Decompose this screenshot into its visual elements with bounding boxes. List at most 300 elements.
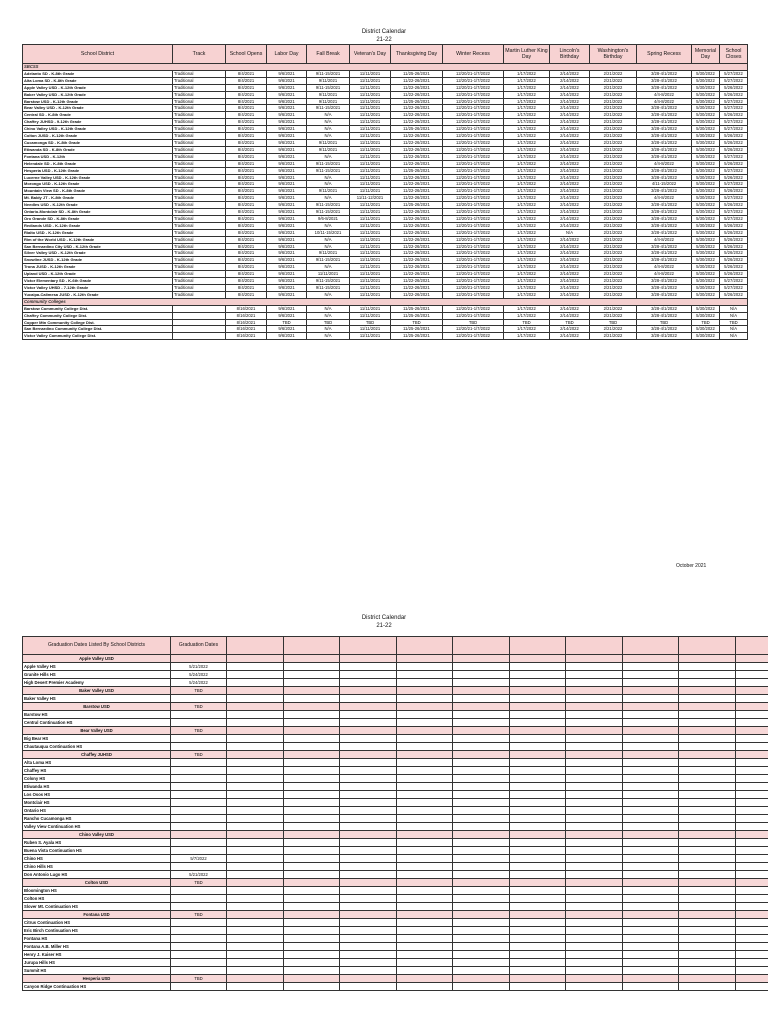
table-cell: 12/20/21-1/7/2022	[443, 84, 504, 91]
empty-cell	[340, 959, 397, 967]
school-row	[23, 855, 768, 863]
table-cell: 1/17/2022	[504, 291, 550, 298]
graduation-date	[171, 935, 227, 943]
empty-cell	[397, 671, 453, 679]
table-cell: 8/4/2021	[226, 84, 267, 91]
empty-cell	[453, 663, 510, 671]
empty-cell	[736, 711, 768, 719]
district-name: Barstow USD	[23, 703, 171, 711]
district-name: Central SD - K-8th Grade	[23, 112, 173, 119]
table-cell: 9/6/2021	[267, 250, 307, 257]
empty-cell	[340, 975, 397, 983]
empty-cell	[679, 679, 736, 687]
empty-cell	[736, 751, 768, 759]
section-header-sbcss	[23, 64, 748, 71]
table-cell: 12/20/21-1/7/2022	[443, 188, 504, 195]
table-cell: 1/17/2022	[504, 312, 550, 319]
column-header: Washington's Birthday	[590, 45, 637, 64]
empty-cell	[510, 703, 566, 711]
table-row	[23, 188, 748, 195]
table-cell: 9/6/2021	[267, 229, 307, 236]
empty-cell	[453, 839, 510, 847]
table-cell: 9/11-15/2021	[307, 167, 350, 174]
empty-cell	[340, 919, 397, 927]
table-cell: 11/11/2021	[350, 229, 391, 236]
table-cell: 2/21/2022	[590, 195, 637, 202]
table-cell: 2/14/2022	[550, 167, 590, 174]
school-name: Citrus Continuation HS	[23, 919, 171, 927]
table-cell: 2/21/2022	[590, 243, 637, 250]
empty-cell	[453, 711, 510, 719]
table-cell: 8/4/2021	[226, 153, 267, 160]
empty-cell	[566, 903, 623, 911]
table-cell: N/A	[720, 305, 748, 312]
table-cell: 9/11/2021	[307, 77, 350, 84]
empty-cell	[397, 943, 453, 951]
table-cell: 2/21/2022	[590, 133, 637, 140]
district-row	[23, 975, 768, 983]
table-cell: 12/20/21-1/7/2022	[443, 167, 504, 174]
table-cell: 2/14/2022	[550, 326, 590, 333]
empty-cell	[284, 823, 340, 831]
table-cell: 11/11/2021	[350, 160, 391, 167]
table-cell: TBD	[637, 319, 692, 326]
empty-cell	[284, 959, 340, 967]
empty-cell	[284, 679, 340, 687]
table-cell: 2/21/2022	[590, 291, 637, 298]
table-cell: N/A	[720, 333, 748, 340]
table-cell: 11/25-26/2021	[391, 202, 443, 209]
table-cell: 4/4-8/2022	[637, 236, 692, 243]
table-cell: Traditional	[173, 229, 226, 236]
table-cell: 12/20/21-1/7/2022	[443, 257, 504, 264]
table-cell: 11/11/2021	[350, 112, 391, 119]
table-cell: 9/6-8/2021	[307, 215, 350, 222]
district-name: Colton USD	[23, 879, 171, 887]
empty-cell	[397, 703, 453, 711]
empty-cell	[284, 911, 340, 919]
empty-cell	[227, 719, 284, 727]
district-name: Colton JUSD - K-12th Grade	[23, 133, 173, 140]
table-cell: 5/26/2022	[720, 160, 748, 167]
table-row	[23, 202, 748, 209]
empty-cell	[227, 863, 284, 871]
empty-cell	[623, 863, 679, 871]
table-cell: 2/21/2022	[590, 70, 637, 77]
empty-cell	[227, 791, 284, 799]
table-cell: 11/25-26/2021	[391, 98, 443, 105]
table-cell: 1/17/2022	[504, 333, 550, 340]
empty-cell	[679, 871, 736, 879]
empty-cell	[284, 759, 340, 767]
empty-cell	[340, 727, 397, 735]
empty-cell	[566, 799, 623, 807]
table-cell: 5/30/2022	[692, 133, 720, 140]
empty-cell	[679, 703, 736, 711]
empty-cell	[340, 871, 397, 879]
table-cell: 8/4/2021	[226, 126, 267, 133]
empty-cell	[340, 655, 397, 663]
table-cell: Traditional	[173, 126, 226, 133]
table-cell: TBD	[720, 319, 748, 326]
empty-cell	[227, 927, 284, 935]
empty-cell	[397, 807, 453, 815]
empty-cell	[453, 919, 510, 927]
table-cell: 4/4-8/2022	[637, 264, 692, 271]
empty-cell	[227, 839, 284, 847]
table-row	[23, 305, 748, 312]
empty-cell	[340, 743, 397, 751]
table-cell: 5/30/2022	[692, 202, 720, 209]
table-cell: 4/11-15/2022	[637, 181, 692, 188]
empty-cell	[623, 703, 679, 711]
empty-cell	[453, 687, 510, 695]
table-cell: 9/6/2021	[267, 77, 307, 84]
district-name: Chino Valley USD - K-12th Grade	[23, 126, 173, 133]
empty-cell	[284, 951, 340, 959]
page1-subtitle: 21-22	[376, 37, 392, 43]
empty-cell	[284, 935, 340, 943]
table-cell: 5/30/2022	[692, 291, 720, 298]
table-row	[23, 146, 748, 153]
empty-cell	[453, 895, 510, 903]
school-row	[23, 695, 768, 703]
table-cell: TBD	[590, 319, 637, 326]
column-header: Labor Day	[267, 45, 307, 64]
district-name: Chino Valley USD	[23, 831, 171, 839]
empty-cell	[679, 831, 736, 839]
empty-cell	[397, 935, 453, 943]
empty-cell	[623, 847, 679, 855]
district-name: Rialto USD - K-12th Grade	[23, 229, 173, 236]
table-cell: 2/21/2022	[590, 236, 637, 243]
empty-cell	[340, 839, 397, 847]
empty-cell	[284, 903, 340, 911]
page1-title: District Calendar	[361, 29, 407, 35]
table-row	[23, 77, 748, 84]
table-row	[23, 236, 748, 243]
empty-cell	[227, 767, 284, 775]
empty-cell	[679, 823, 736, 831]
table-cell: 2/14/2022	[550, 278, 590, 285]
empty-cell	[679, 935, 736, 943]
table-cell: 5/30/2022	[692, 188, 720, 195]
empty-cell	[510, 919, 566, 927]
empty-cell	[736, 943, 768, 951]
table-cell: 11/11/2021	[350, 209, 391, 216]
table-cell: 11/11/2021	[350, 285, 391, 292]
empty-cell	[736, 855, 768, 863]
table-cell: 9/6/2021	[267, 91, 307, 98]
table-cell: 12/20/21-1/7/2022	[443, 195, 504, 202]
table-cell: 11/25-26/2021	[391, 167, 443, 174]
school-name: Fontana A.B. Miller HS	[23, 943, 171, 951]
school-name: Don Antonio Lugo HS	[23, 871, 171, 879]
empty-cell	[623, 791, 679, 799]
table-cell: 5/26/2022	[720, 257, 748, 264]
empty-cell	[510, 711, 566, 719]
table-cell: Traditional	[173, 291, 226, 298]
table-cell: 1/17/2022	[504, 70, 550, 77]
graduation-date	[171, 759, 227, 767]
district-name: Apple Valley USD	[23, 655, 171, 663]
empty-cell	[510, 807, 566, 815]
empty-cell	[679, 807, 736, 815]
table-cell: 11/22-26/2021	[391, 188, 443, 195]
graduation-date	[171, 807, 227, 815]
table-cell: 5/30/2022	[692, 146, 720, 153]
school-name: Alta Loma HS	[23, 759, 171, 767]
empty-cell	[340, 799, 397, 807]
empty-cell	[736, 887, 768, 895]
empty-cell	[566, 959, 623, 967]
table-cell: N/A	[307, 112, 350, 119]
district-name: Upland USD - K-12th Grade	[23, 271, 173, 278]
empty-cell	[453, 983, 510, 991]
table-cell: 12/20/21-1/7/2022	[443, 285, 504, 292]
table-row	[23, 153, 748, 160]
empty-cell	[623, 719, 679, 727]
empty-cell	[510, 823, 566, 831]
empty-cell	[623, 967, 679, 975]
table-cell: 12/20/21-1/7/2022	[443, 139, 504, 146]
empty-cell	[566, 735, 623, 743]
table-cell: 8/4/2021	[226, 291, 267, 298]
table-cell: 12/20/21-1/7/2022	[443, 202, 504, 209]
table-cell: 3/28-4/1/2022	[637, 153, 692, 160]
table-cell: TBD	[443, 319, 504, 326]
table-cell: 5/27/2022	[720, 105, 748, 112]
empty-cell	[566, 695, 623, 703]
empty-cell	[736, 663, 768, 671]
table-cell: 5/27/2022	[720, 126, 748, 133]
empty-cell	[623, 951, 679, 959]
table-cell: Traditional	[173, 271, 226, 278]
district-name: Fontana USD - K-12th	[23, 153, 173, 160]
table-cell: 2/14/2022	[550, 215, 590, 222]
table-row	[23, 105, 748, 112]
table-cell: 9/6/2021	[267, 139, 307, 146]
empty-cell	[510, 735, 566, 743]
table-cell: 9/6/2021	[267, 188, 307, 195]
table-cell: 1/17/2022	[504, 209, 550, 216]
empty-cell	[679, 687, 736, 695]
table-cell: 12/20/21-1/7/2022	[443, 119, 504, 126]
empty-cell	[340, 823, 397, 831]
table-cell: TBD	[350, 319, 391, 326]
school-name: Slover Mt. Continuation HS	[23, 903, 171, 911]
table-cell: 8/16/2021	[226, 312, 267, 319]
table-cell	[173, 333, 226, 340]
empty-cell	[736, 783, 768, 791]
empty-cell	[566, 831, 623, 839]
empty-cell	[623, 855, 679, 863]
empty-cell	[736, 927, 768, 935]
table-cell: 12/20/21-1/7/2022	[443, 133, 504, 140]
empty-cell	[679, 927, 736, 935]
table-cell: 12/20/21-1/7/2022	[443, 112, 504, 119]
table-cell: 5/30/2022	[692, 105, 720, 112]
table-cell: 8/4/2021	[226, 243, 267, 250]
table-cell: 11/22-26/2021	[391, 209, 443, 216]
district-row	[23, 687, 768, 695]
table-cell: 3/28-4/1/2022	[637, 209, 692, 216]
table-cell: 8/4/2021	[226, 70, 267, 77]
table-row	[23, 209, 748, 216]
empty-cell	[623, 679, 679, 687]
empty-cell	[397, 799, 453, 807]
table-cell: 11/22-26/2021	[391, 243, 443, 250]
district-name: Chaffey JUHSD	[23, 751, 171, 759]
graduation-date	[171, 831, 227, 839]
table-cell: 5/26/2022	[720, 243, 748, 250]
school-name: Chino Hills HS	[23, 863, 171, 871]
table-cell: 9/6/2021	[267, 333, 307, 340]
table-cell: 8/4/2021	[226, 229, 267, 236]
empty-cell	[566, 847, 623, 855]
empty-cell	[623, 695, 679, 703]
empty-cell	[227, 951, 284, 959]
table-cell: 5/27/2022	[720, 285, 748, 292]
graduation-date: TBD	[171, 751, 227, 759]
table-cell: 12/20/21-1/7/2022	[443, 333, 504, 340]
table-cell: 1/17/2022	[504, 195, 550, 202]
table-cell: 11/22-26/2021	[391, 153, 443, 160]
empty-cell	[453, 655, 510, 663]
table-row	[23, 91, 748, 98]
table-row	[23, 119, 748, 126]
empty-cell	[679, 879, 736, 887]
empty-cell	[510, 911, 566, 919]
empty-cell	[736, 687, 768, 695]
empty-cell	[340, 903, 397, 911]
empty-cell	[510, 663, 566, 671]
empty-cell	[623, 831, 679, 839]
empty-cell	[566, 863, 623, 871]
district-name: Rim of the World USD - K-12th Grade	[23, 236, 173, 243]
table-cell: 9/6/2021	[267, 70, 307, 77]
table-cell: 11/22-26/2021	[391, 291, 443, 298]
table-cell	[173, 305, 226, 312]
empty-cell	[227, 815, 284, 823]
empty-cell	[736, 735, 768, 743]
table-cell: N/A	[307, 305, 350, 312]
empty-cell	[340, 911, 397, 919]
table-cell: 5/30/2022	[692, 222, 720, 229]
table-row	[23, 291, 748, 298]
table-row	[23, 257, 748, 264]
table-row	[23, 167, 748, 174]
table-cell: Traditional	[173, 112, 226, 119]
table-row	[23, 84, 748, 91]
table-cell: N/A	[307, 236, 350, 243]
school-name: High Desert Premier Academy	[23, 679, 171, 687]
district-name: Mt. Baldy JT - K-8th Grade	[23, 195, 173, 202]
table-cell: Traditional	[173, 181, 226, 188]
table-cell: 12/20/21-1/7/2022	[443, 209, 504, 216]
school-row	[23, 807, 768, 815]
empty-cell	[284, 895, 340, 903]
empty-cell	[340, 887, 397, 895]
empty-cell	[736, 719, 768, 727]
empty-cell	[736, 871, 768, 879]
column-header: Winter Recess	[443, 45, 504, 64]
empty-cell	[397, 679, 453, 687]
table-cell: 12/20/21-1/7/2022	[443, 278, 504, 285]
empty-cell	[510, 831, 566, 839]
table-row	[23, 98, 748, 105]
table-cell: 9/11/2021	[307, 146, 350, 153]
graduation-date	[171, 719, 227, 727]
school-name: Apple Valley HS	[23, 663, 171, 671]
table-cell: Traditional	[173, 160, 226, 167]
table-cell: 5/27/2022	[720, 278, 748, 285]
table-cell: N/A	[307, 119, 350, 126]
empty-cell	[623, 903, 679, 911]
page-footer-date: October 2021	[676, 563, 707, 569]
empty-cell	[736, 951, 768, 959]
table-cell: Traditional	[173, 119, 226, 126]
empty-cell	[227, 871, 284, 879]
district-name: Etiwanda SD - K-8th Grade	[23, 146, 173, 153]
page2-subtitle: 21-22	[376, 623, 392, 629]
table-cell: 5/30/2022	[692, 305, 720, 312]
table-row	[23, 139, 748, 146]
table-cell: 2/14/2022	[550, 250, 590, 257]
empty-cell	[736, 847, 768, 855]
empty-cell	[284, 831, 340, 839]
empty-cell	[623, 727, 679, 735]
empty-cell	[340, 775, 397, 783]
column-header: Spring Recess	[637, 45, 692, 64]
table-cell: 8/4/2021	[226, 222, 267, 229]
table-cell: 2/14/2022	[550, 181, 590, 188]
table-cell: Traditional	[173, 167, 226, 174]
table-cell: 9/6/2021	[267, 222, 307, 229]
empty-cell	[679, 983, 736, 991]
empty-cell	[284, 975, 340, 983]
district-name: Chaffey JUHSD - 9-12th Grade	[23, 119, 173, 126]
empty-cell	[397, 791, 453, 799]
table-cell: Traditional	[173, 250, 226, 257]
table-cell: Traditional	[173, 84, 226, 91]
table-cell: 12/20/21-1/7/2022	[443, 160, 504, 167]
table-cell: 12/20/21-1/7/2022	[443, 77, 504, 84]
table-row	[23, 250, 748, 257]
table-cell: 5/30/2022	[692, 70, 720, 77]
district-name: Baker Valley USD - K-12th Grade	[23, 91, 173, 98]
empty-cell	[340, 719, 397, 727]
empty-cell	[453, 879, 510, 887]
empty-cell	[623, 871, 679, 879]
table-cell: 2/21/2022	[590, 215, 637, 222]
graduation-date: 5/21/2022	[171, 663, 227, 671]
table-cell: 11/11/2021	[350, 312, 391, 319]
table-cell: 12/20/21-1/7/2022	[443, 126, 504, 133]
empty-cell	[623, 935, 679, 943]
empty-cell	[397, 735, 453, 743]
school-name: Henry J. Kaiser HS	[23, 951, 171, 959]
graduation-date	[171, 967, 227, 975]
table-cell: 5/30/2022	[692, 209, 720, 216]
table-cell: 8/4/2021	[226, 146, 267, 153]
empty-cell	[566, 887, 623, 895]
table-cell: 5/30/2022	[692, 84, 720, 91]
college-name: Chaffey Community College Dist.	[23, 312, 173, 319]
table-cell: 5/30/2022	[692, 215, 720, 222]
empty-cell	[623, 751, 679, 759]
table-cell: 3/28-4/1/2022	[637, 112, 692, 119]
